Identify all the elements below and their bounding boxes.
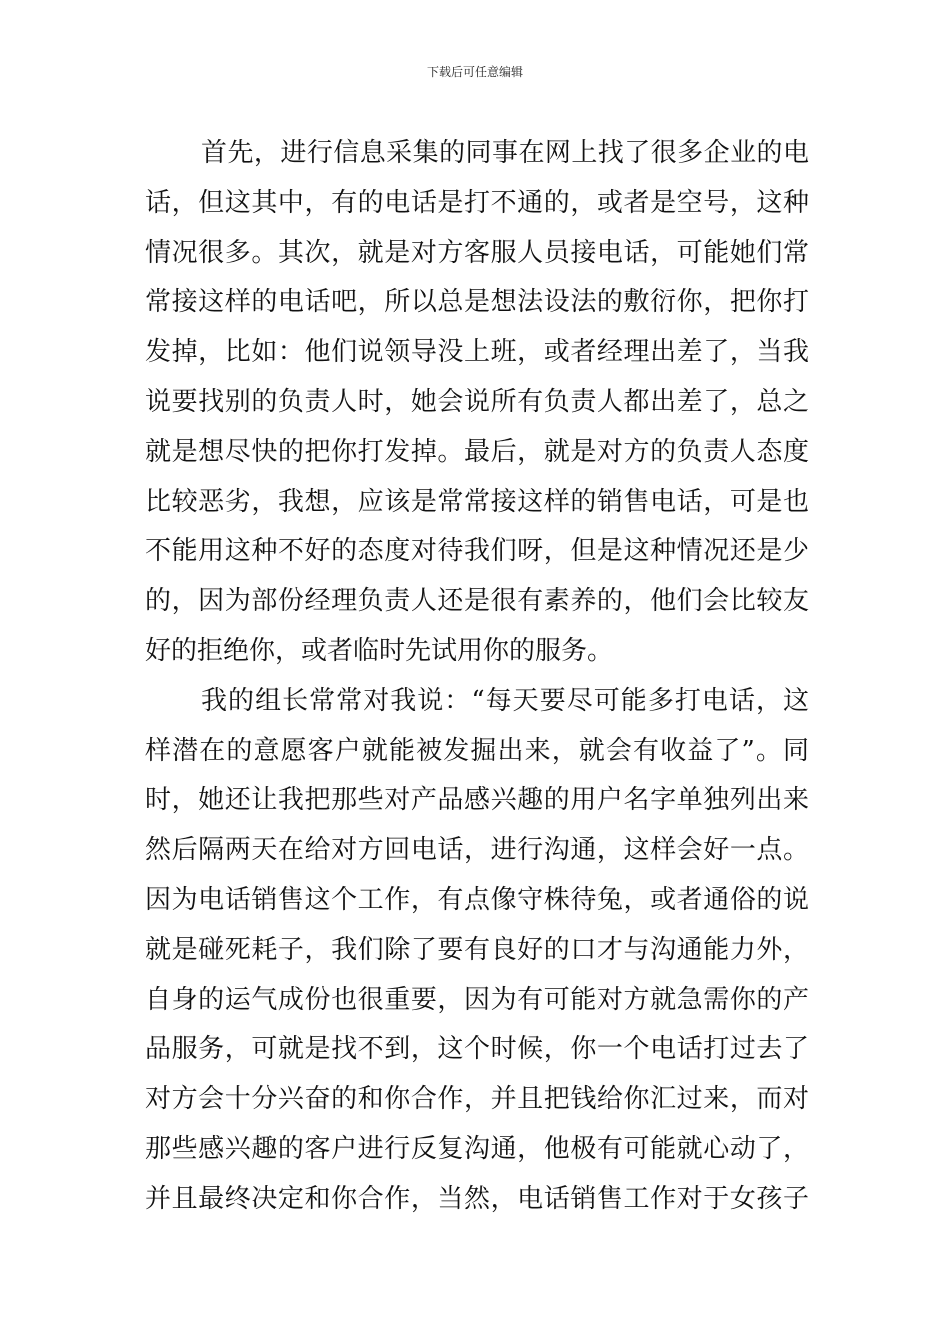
paragraph-line: 然后隔两天在给对方回电话，进行沟通，这样会好一点。 (145, 835, 809, 866)
page-header: 下载后可任意编辑 (426, 65, 523, 79)
paragraph-1 (145, 129, 809, 677)
paragraph-line: 情况很多。其次，就是对方客服人员接电话，可能她们常 (145, 237, 809, 268)
paragraph-line: 首先，进行信息采集的同事在网上找了很多企业的电 (201, 138, 809, 168)
paragraph-line: 就是碰死耗子，我们除了要有良好的口才与沟通能力外， (145, 934, 809, 965)
paragraph-line: 发掉，比如：他们说领导没上班，或者经理出差了，当我 (145, 337, 809, 368)
paragraph-line: 话，但这其中，有的电话是打不通的，或者是空号，这种 (145, 187, 809, 218)
paragraph-line: 不能用这种不好的态度对待我们呀，但是这种情况还是少 (145, 536, 809, 567)
paragraph-line: 品服务，可就是找不到，这个时候，你一个电话打过去了 (145, 1034, 809, 1065)
paragraph-line: 说要找别的负责人时，她会说所有负责人都出差了，总之 (145, 386, 809, 417)
paragraph-line: 自身的运气成份也很重要，因为有可能对方就急需你的产 (145, 984, 809, 1015)
document-body (145, 129, 809, 1225)
paragraph-line: 那些感兴趣的客户进行反复沟通，他极有可能就心动了， (145, 1133, 809, 1164)
paragraph-line: 样潜在的意愿客户就能被发掘出来，就会有收益了”。同 (145, 735, 809, 766)
paragraph-line: 的，因为部份经理负责人还是很有素养的，他们会比较友 (145, 586, 809, 617)
paragraph-line: 常接这样的电话吧，所以总是想法设法的敷衍你，把你打 (145, 287, 809, 318)
paragraph-line: 对方会十分兴奋的和你合作，并且把钱给你汇过来，而对 (145, 1084, 809, 1115)
paragraph-line: 并且最终决定和你合作，当然，电话销售工作对于女孩子 (145, 1183, 809, 1214)
paragraph-line: 时，她还让我把那些对产品感兴趣的用户名字单独列出来 (145, 785, 809, 816)
paragraph-line: 我的组长常常对我说：“每天要尽可能多打电话，这 (201, 685, 809, 716)
paragraph-line: 好的拒绝你，或者临时先试用你的服务。 (145, 635, 614, 666)
paragraph-line: 因为电话销售这个工作，有点像守株待兔，或者通俗的说 (145, 884, 809, 915)
paragraph-line: 就是想尽快的把你打发掉。最后，就是对方的负责人态度 (145, 436, 809, 467)
paragraph-2 (145, 677, 809, 1225)
paragraph-line: 比较恶劣，我想，应该是常常接这样的销售电话，可是也 (145, 486, 809, 517)
